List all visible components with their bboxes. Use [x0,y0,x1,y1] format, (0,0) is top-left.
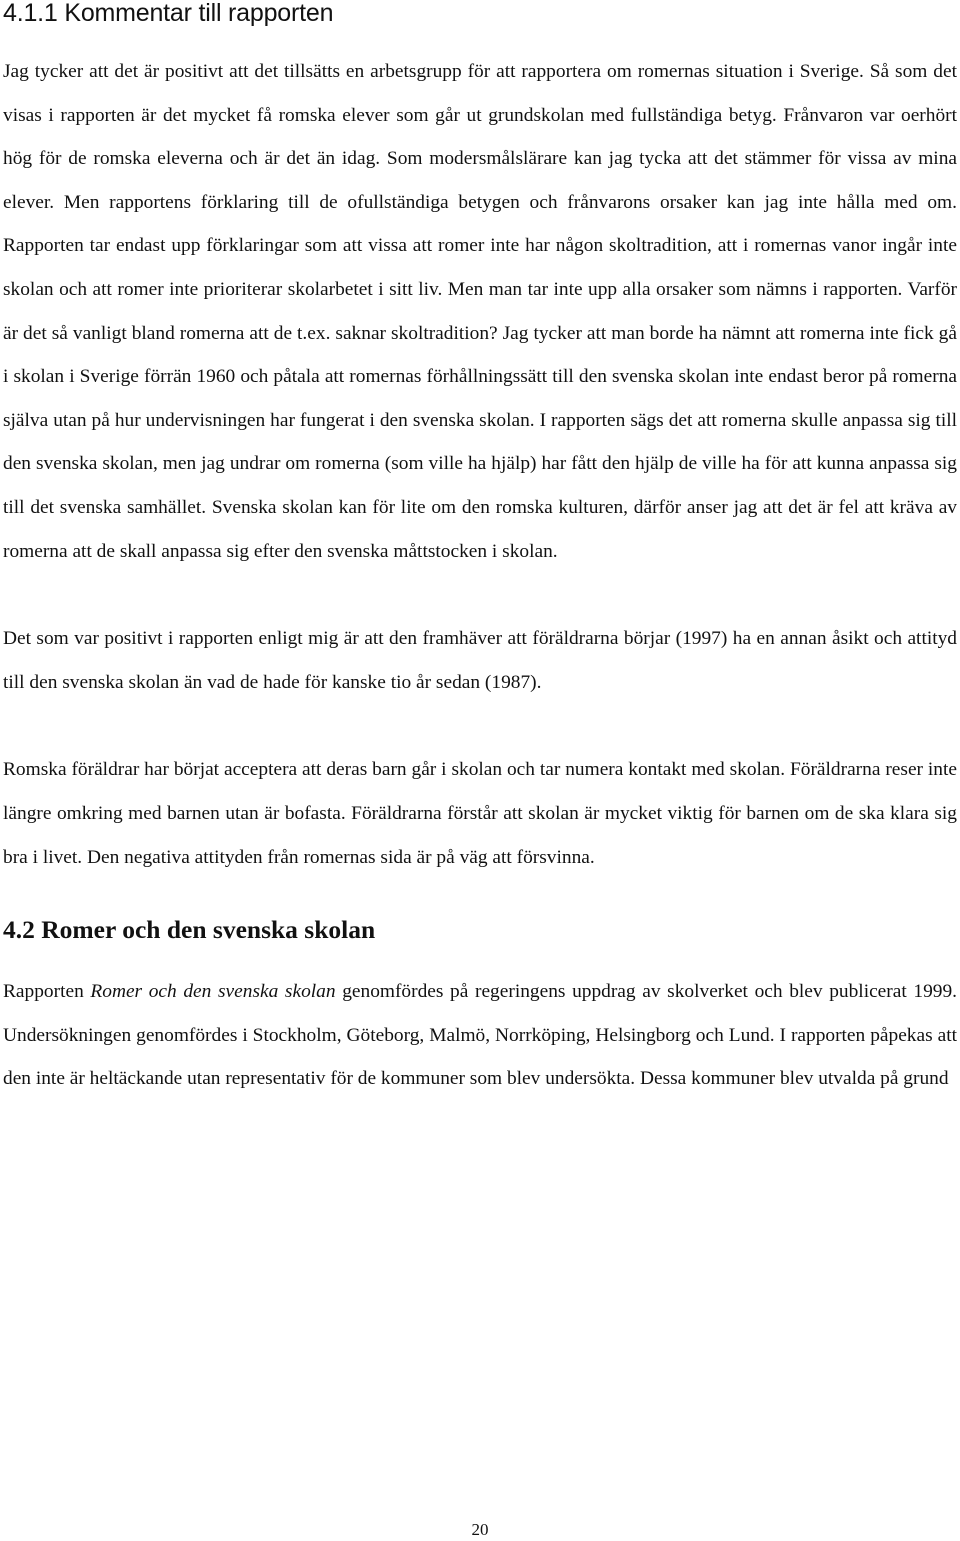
report-title: Romer och den svenska skolan [90,981,336,1003]
paragraph-parents: Romska föräldrar har börjat acceptera att deras barn går i skolan och tar numera kontakt med skolan. Föräldrarna reser inte längre omkring med barnen utan är bofasta. Föräldrarna förstår att skolan är mycket viktig för barnen om de ska klara sig bra i livet. Den negativa attityden från romernas sida är på väg att försvinna. [3,759,957,868]
section-heading: 4.1.1 Kommentar till rapporten [3,0,334,27]
paragraph-commentary: Jag tycker att det är positivt att det tillsätts en arbetsgrupp för att rapportera om romernas situation i Sverige. Så som det visas i rapporten är det mycket få romska elever som går ut grundskolan med fullständiga betyg. Frånvaron var oerhört hög för de romska eleverna och är det än idag. Som modersmålslärare kan jag tycka att det stämmer för vissa av mina elever. Men rapportens förklaring till de ofullständiga betygen och frånvarons orsaker kan jag inte hålla med om. Rapporten tar endast upp förklaringar som att vissa att romer inte har någon skoltradition, att i romernas vanor ingår inte skolan och att romer inte prioriterar skolarbetet i sitt liv. Men man tar inte upp alla orsaker som nämns i rapporten. Varför är det så vanligt bland romerna att de t.ex. saknar skoltradition? Jag tycker att man borde ha nämnt att romerna inte fick gå i skolan i Sverige förrän 1960 och påtala att romernas förhållningssätt till den svenska skolan inte endast beror på romerna själva utan på hur undervisningen har fungerat i den svenska skolan. I rapporten sägs det att romerna skulle anpassa sig till den svenska skolan, men jag undrar om romerna (som ville ha hjälp) har fått den hjälp de ville ha för att kunna anpassa sig till det svenska samhället. Svenska skolan kan för lite om den romska kulturen, därför anser jag att det är fel att kräva av romerna att de skall anpassa sig efter den svenska måttstocken i skolan. [3,61,957,562]
report-text-before: Rapporten [3,981,91,1003]
page-number: 20 [471,1520,489,1539]
paragraph-report [3,970,957,1101]
paragraph-positive: Det som var positivt i rapporten enligt mig är att den framhäver att föräldrarna börjar (1997) ha en annan åsikt och attityd till den svenska skolan än vad de hade för kanske tio år sedan (1987). [3,628,957,693]
subsection-heading: 4.2 Romer och den svenska skolan [3,915,376,945]
report-text-after: genomfördes på regeringens uppdrag av skolverket och blev publicerat 1999. Undersökningen genomfördes i Stockholm, Göteborg, Malmö, Norrköping, Helsingborg och Lund. I rapporten påpekas att den inte är heltäckande utan representativ för de kommuner som blev undersökta. Dessa kommuner blev utvalda på grund [3,981,958,1090]
